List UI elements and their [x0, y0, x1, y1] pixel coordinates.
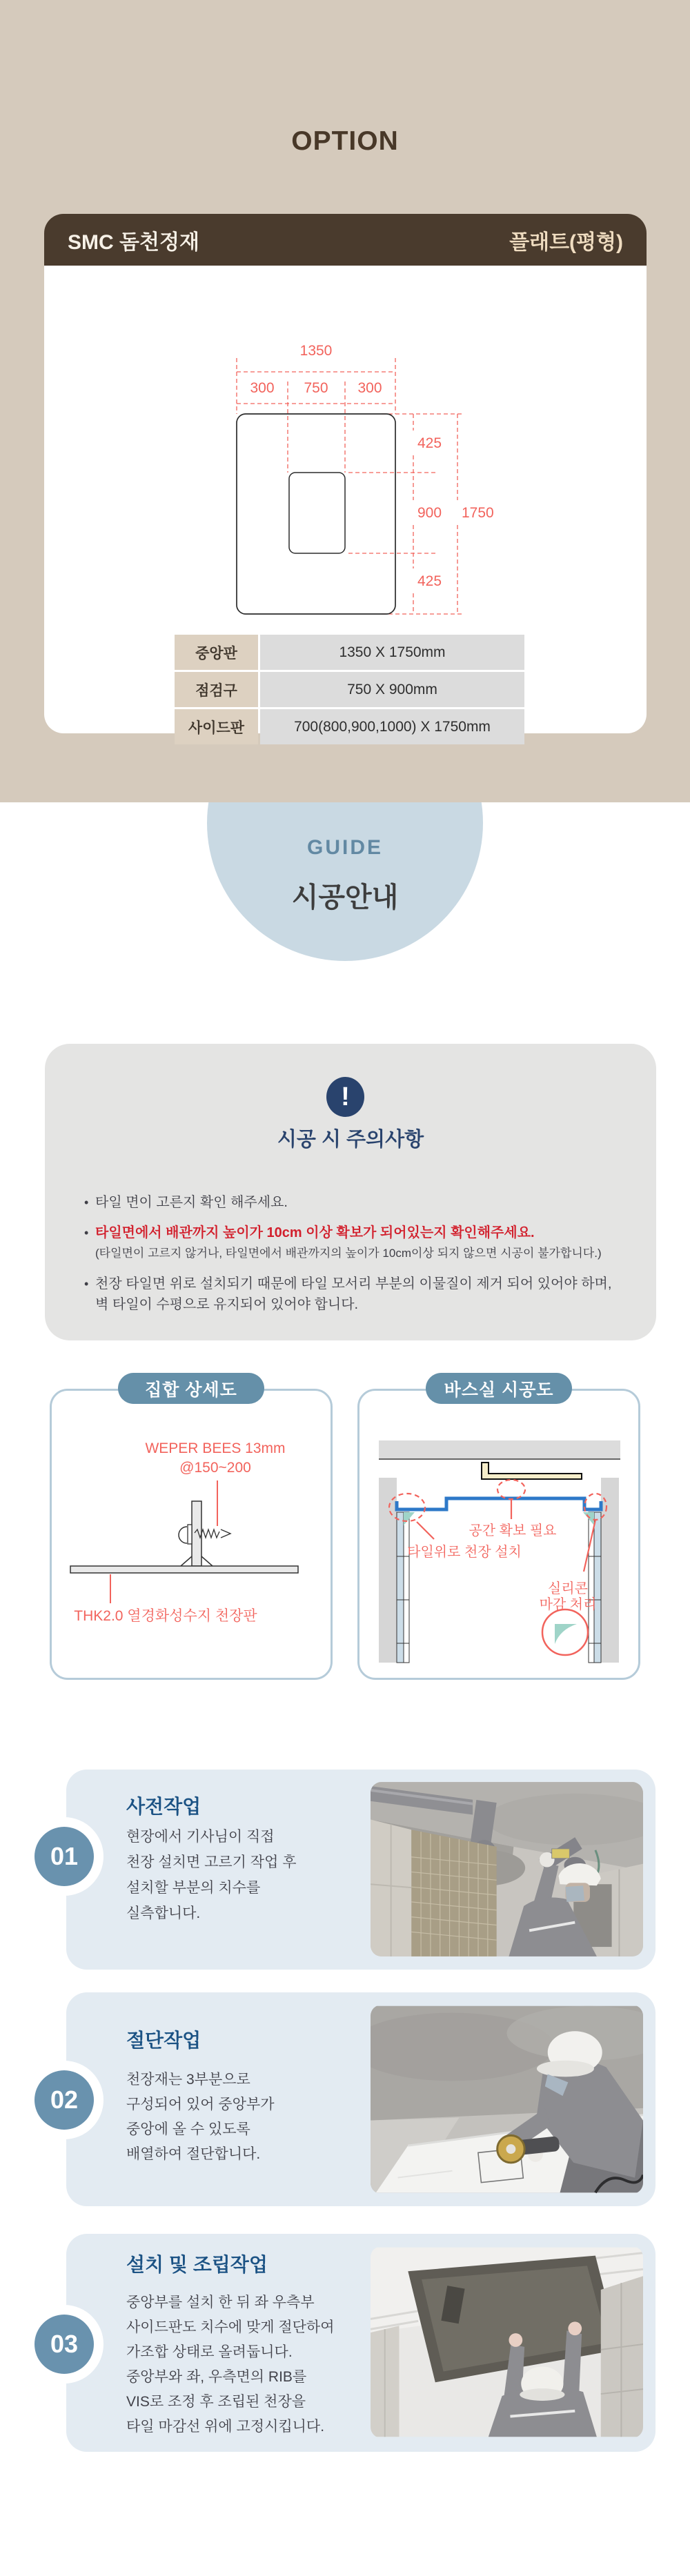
caution-box: [45, 1044, 656, 1340]
dim-height-center: 900: [417, 505, 442, 521]
bathroom-label-silicone-2: 마감 처리: [539, 1597, 597, 1612]
step-description-line: 타일 마감선 위에 고정시킵니다.: [126, 2419, 325, 2435]
spec-value: 750 X 900mm: [260, 672, 524, 707]
spec-label: 중앙판: [175, 635, 258, 670]
caution-bullet-2: • 타일면에서 배관까지 높이가 10cm 이상 확보가 되어있는지 확인해주세요.: [95, 1225, 640, 1241]
step-2-title: 절단작업: [126, 2030, 201, 2051]
assembly-diagram: [52, 1391, 331, 1678]
step-description-line: 실측합니다.: [126, 1905, 201, 1921]
photo-cutting-panel: [371, 2005, 643, 2194]
product-card-body: [44, 266, 647, 736]
spec-table-row: [175, 672, 524, 707]
bathroom-diagram-title: 바스실 시공도: [426, 1373, 572, 1404]
assembly-label-panel: THK2.0 열경화성수지 천장판: [74, 1608, 257, 1624]
dimension-diagram: [207, 341, 497, 624]
bathroom-diagram: [359, 1391, 638, 1678]
dim-height-bottom: 425: [417, 573, 442, 589]
step-description-line: 중앙부와 좌, 우측면의 RIB를: [126, 2369, 307, 2385]
step-description-line: 중앙에 올 수 있도록: [126, 2121, 250, 2137]
photo-installing-ceiling: [371, 2246, 643, 2438]
caution-list: [95, 1194, 640, 1315]
dim-width-total: 1350: [299, 343, 333, 359]
step-3-photo: [371, 2246, 643, 2438]
product-type-badge: 플래트(평형): [509, 230, 623, 254]
step-3-description: [126, 2290, 335, 2439]
product-name: SMC 돔천정재: [68, 230, 199, 254]
step-2-number: 02: [34, 2070, 94, 2130]
step-description-line: VIS로 조정 후 조립된 천장을: [126, 2394, 306, 2410]
step-1-title: 사전작업: [126, 1796, 201, 1817]
dim-width-left: 300: [250, 380, 275, 396]
assembly-label-screw-1: WEPER BEES 13mm: [145, 1440, 286, 1456]
step-description-line: 가조합 상태로 올려둡니다.: [126, 2344, 293, 2360]
spec-value: 1350 X 1750mm: [260, 635, 524, 670]
step-description-line: 사이드판도 치수에 맞게 절단하여: [126, 2319, 335, 2335]
step-2-photo: [371, 2005, 643, 2194]
assembly-diagram-box: [50, 1389, 333, 1680]
product-card-header: [44, 214, 647, 266]
dim-height-top: 425: [417, 435, 442, 451]
step-description-line: 배열하여 절단합니다.: [126, 2146, 261, 2162]
spec-table: [175, 635, 524, 746]
step-1-description: [126, 1824, 296, 1926]
caution-bullet-2-sub: (타일면이 고르지 않거나, 타일면에서 배관까지의 높이가 10cm이상 되지 않으면 시공이 불가합니다.): [95, 1247, 602, 1260]
bathroom-label-silicone-1: 실리콘: [548, 1581, 588, 1596]
spec-value: 700(800,900,1000) X 1750mm: [260, 709, 524, 744]
page-title: OPTION: [291, 126, 399, 156]
step-description-line: 구성되어 있어 중앙부가: [126, 2097, 275, 2112]
step-description-line: 천장 설치면 고르기 작업 후: [126, 1854, 297, 1870]
product-card: [44, 214, 647, 736]
bathroom-label-tile: 타일위로 천장 설치: [407, 1545, 522, 1560]
spec-table-row: [175, 709, 524, 744]
dim-width-right: 300: [357, 380, 382, 396]
bathroom-diagram-box: [357, 1389, 640, 1680]
spec-table-row: [175, 635, 524, 670]
step-description-line: 설치할 부분의 치수를: [126, 1880, 261, 1896]
option-section: [0, 0, 690, 802]
step-3-number: 03: [34, 2315, 94, 2374]
guide-eyebrow: GUIDE: [306, 836, 383, 859]
step-2-description: [126, 2068, 275, 2167]
step-description-line: 천장재는 3부분으로: [126, 2072, 250, 2088]
step-1-number: 01: [34, 1827, 94, 1886]
caution-title: 시공 시 주의사항: [277, 1129, 424, 1151]
dim-height-total: 1750: [462, 505, 494, 521]
step-1-photo: [371, 1782, 643, 1956]
guide-title: 시공안내: [291, 882, 399, 913]
caution-bullet-1: • 타일 면이 고른지 확인 해주세요.: [95, 1194, 640, 1211]
spec-label: 점검구: [175, 672, 258, 707]
caution-bullet-3-line2: 벽 타일이 수평으로 유지되어 있어야 합니다.: [95, 1297, 359, 1312]
caution-bullet-3: [95, 1274, 640, 1315]
photo-measuring-ceiling: [371, 1782, 643, 1956]
step-description-line: 현장에서 기사님이 직접: [126, 1829, 275, 1845]
assembly-label-screw-2: @150~200: [179, 1460, 251, 1476]
exclamation-icon: !: [326, 1077, 364, 1117]
bathroom-label-space: 공간 확보 필요: [469, 1523, 557, 1538]
spec-label: 사이드판: [175, 709, 258, 744]
step-description-line: 중앙부를 설치 한 뒤 좌 우측부: [126, 2295, 315, 2310]
dim-width-center: 750: [304, 380, 328, 396]
caution-bullet-3-line1: • 천장 타일면 위로 설치되기 때문에 타일 모서리 부분의 이물질이 제거 되어 있어야 하며,: [95, 1276, 612, 1291]
assembly-diagram-title: 집합 상세도: [118, 1373, 264, 1404]
step-3-title: 설치 및 조립작업: [126, 2254, 268, 2275]
